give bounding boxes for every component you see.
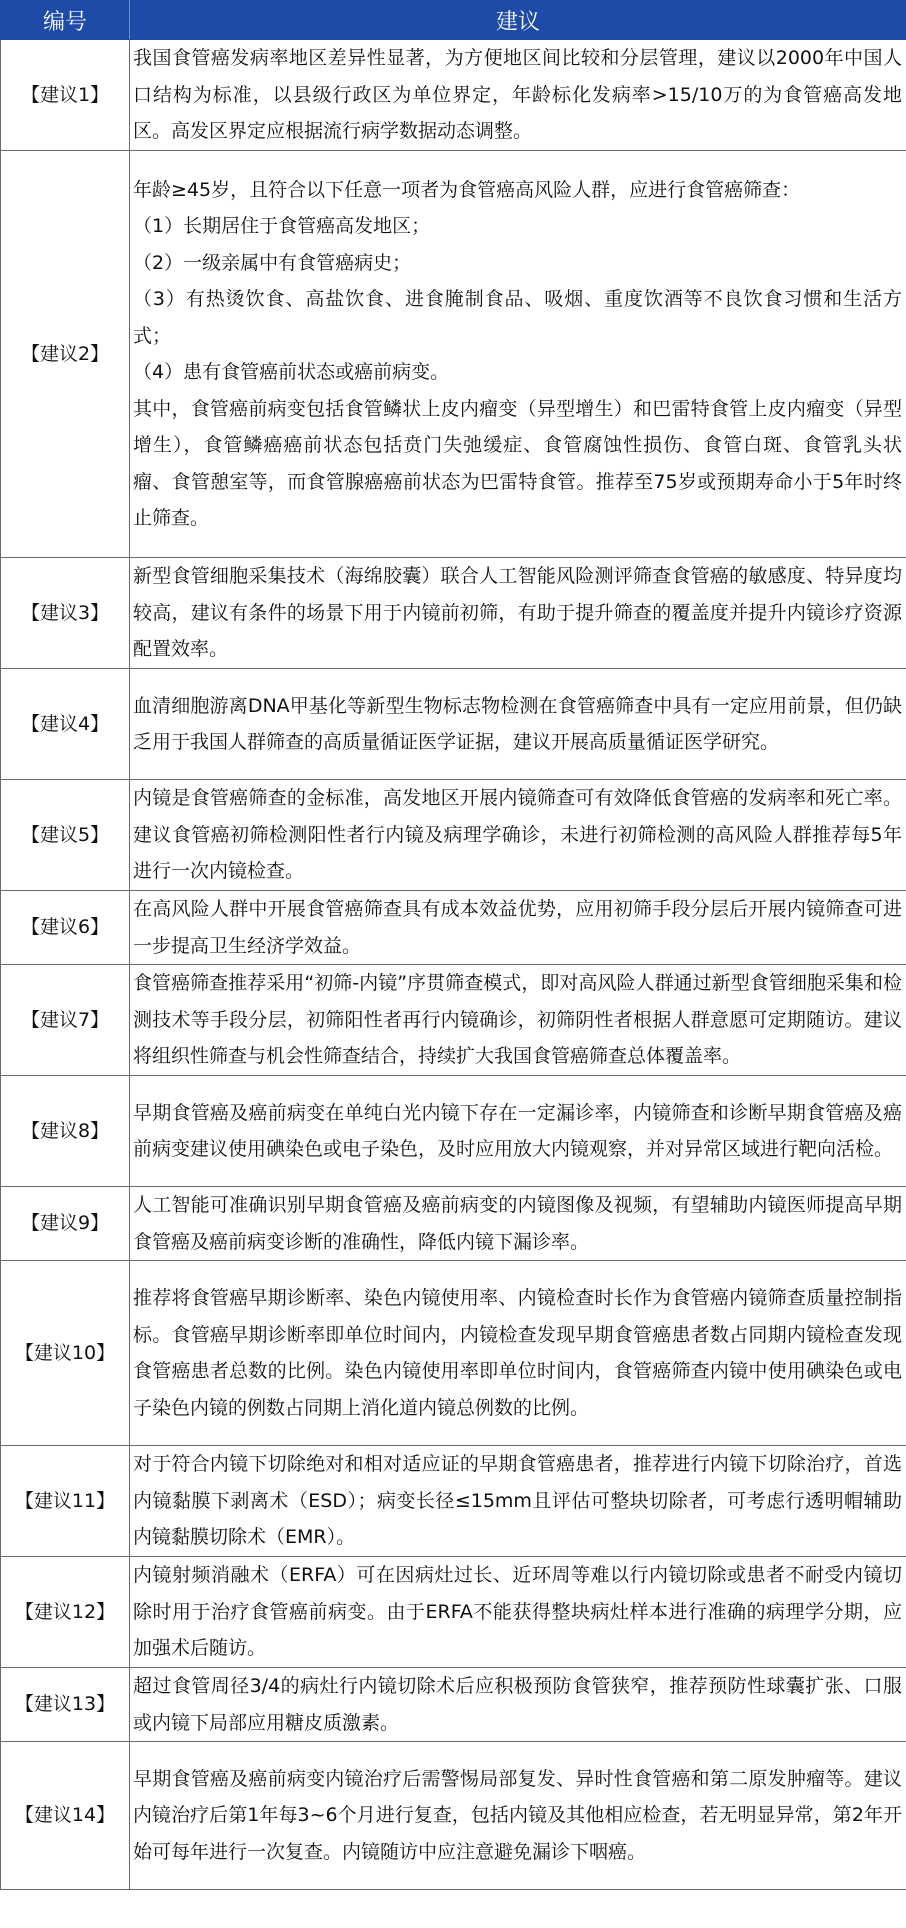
recommendation-paragraph: 我国食管癌发病率地区差异性显著，为方便地区间比较和分层管理，建议以2000年中国人口结构为标准，以县级行政区为单位界定，年龄标化发病率>15/10万的为食管癌高发地区。高发区界定应根据流行病学数据动态调整。 — [133, 47, 902, 143]
recommendation-paragraph: （2）一级亲属中有食管癌病史； — [133, 251, 412, 274]
recommendation-text — [130, 40, 906, 151]
recommendation-id: 【建议2】 — [1, 151, 130, 558]
recommendation-paragraph: 超过食管周径3/4的病灶行内镜切除术后应积极预防食管狭窄，推荐预防性球囊扩张、口服或内镜下局部应用糖皮质激素。 — [133, 1675, 902, 1734]
recommendation-id: 【建议11】 — [1, 1446, 130, 1557]
recommendation-text — [130, 965, 906, 1076]
recommendation-id: 【建议6】 — [1, 891, 130, 965]
table-row — [1, 558, 906, 669]
recommendation-text — [130, 151, 906, 558]
table-row — [1, 669, 906, 780]
recommendation-paragraph: 早期食管癌及癌前病变内镜治疗后需警惕局部复发、异时性食管癌和第二原发肿瘤等。建议内镜治疗后第1年每3~6个月进行复查，包括内镜及其他相应检查，若无明显异常，第2年开始可每年进行一次复查。内镜随访中应注意避免漏诊下咽癌。 — [133, 1767, 902, 1863]
table-row — [1, 965, 906, 1076]
recommendation-id: 【建议10】 — [1, 1261, 130, 1446]
recommendation-id: 【建议5】 — [1, 780, 130, 891]
table-row — [1, 1557, 906, 1668]
header-row — [1, 1, 906, 40]
recommendation-paragraph: 内镜是食管癌筛查的金标准，高发地区开展内镜筛查可有效降低食管癌的发病率和死亡率。建议食管癌初筛检测阳性者行内镜及病理学确诊，未进行初筛检测的高风险人群推荐每5年进行一次内镜检查。 — [133, 787, 902, 883]
table-body — [1, 40, 906, 1890]
recommendation-paragraph: 在高风险人群中开展食管癌筛查具有成本效益优势，应用初筛手段分层后开展内镜筛查可进一步提高卫生经济学效益。 — [133, 898, 902, 957]
table-row — [1, 40, 906, 151]
table-row — [1, 780, 906, 891]
recommendation-id: 【建议13】 — [1, 1668, 130, 1742]
recommendation-paragraph: 其中，食管癌前病变包括食管鳞状上皮内瘤变（异型增生）和巴雷特食管上皮内瘤变（异型增生），食管鳞癌癌前状态包括贲门失弛缓症、食管腐蚀性损伤、食管白斑、食管乳头状瘤、食管憩室等，而食管腺癌癌前状态为巴雷特食管。推荐至75岁或预期寿命小于5年时终止筛查。 — [133, 397, 902, 529]
recommendation-text — [130, 1076, 906, 1187]
recommendation-paragraph: 人工智能可准确识别早期食管癌及癌前病变的内镜图像及视频，有望辅助内镜医师提高早期食管癌及癌前病变诊断的准确性，降低内镜下漏诊率。 — [133, 1194, 902, 1253]
recommendation-paragraph: （1）长期居住于食管癌高发地区； — [133, 215, 431, 237]
table-row — [1, 1446, 906, 1557]
recommendation-id: 【建议3】 — [1, 558, 130, 669]
recommendation-text — [130, 1261, 906, 1446]
recommendation-text — [130, 669, 906, 780]
recommendation-text — [130, 1187, 906, 1261]
recommendation-paragraph: 推荐将食管癌早期诊断率、染色内镜使用率、内镜检查时长作为食管癌内镜筛查质量控制指标。食管癌早期诊断率即单位时间内，内镜检查发现早期食管癌患者数占同期内镜检查发现食管癌患者总数的比例。染色内镜使用率即单位时间内，食管癌筛查内镜中使用碘染色或电子染色内镜的例数占同期上消化道内镜总例数的比例。 — [133, 1287, 902, 1419]
recommendation-id: 【建议7】 — [1, 965, 130, 1076]
recommendation-text — [130, 780, 906, 891]
table-row — [1, 151, 906, 558]
header-id: 编号 — [1, 1, 130, 40]
recommendation-text — [130, 1446, 906, 1557]
recommendation-id: 【建议4】 — [1, 669, 130, 780]
recommendation-paragraph: （4）患有食管癌前状态或癌前病变。 — [133, 361, 450, 383]
table-row — [1, 1668, 906, 1742]
recommendation-text — [130, 1668, 906, 1742]
table-row — [1, 1187, 906, 1261]
recommendation-id: 【建议12】 — [1, 1557, 130, 1668]
table-row — [1, 1742, 906, 1890]
recommendation-paragraph: 食管癌筛查推荐采用“初筛-内镜”序贯筛查模式，即对高风险人群通过新型食管细胞采集和检测技术等手段分层，初筛阳性者再行内镜确诊，初筛阴性者根据人群意愿可定期随访。建议将组织性筛查与机会性筛查结合，持续扩大我国食管癌筛查总体覆盖率。 — [133, 972, 902, 1068]
recommendation-text — [130, 1557, 906, 1668]
recommendation-text — [130, 558, 906, 669]
recommendation-paragraph: 对于符合内镜下切除绝对和相对适应证的早期食管癌患者，推荐进行内镜下切除治疗，首选内镜黏膜下剥离术（ESD）；病变长径≤15mm且评估可整块切除者，可考虑行透明帽辅助内镜黏膜切除术（EMR）。 — [133, 1453, 902, 1549]
table-row — [1, 1076, 906, 1187]
recommendation-text — [130, 891, 906, 965]
recommendation-id: 【建议9】 — [1, 1187, 130, 1261]
table-row — [1, 891, 906, 965]
recommendation-paragraph: （3）有热烫饮食、高盐饮食、进食腌制食品、吸烟、重度饮酒等不良饮食习惯和生活方式； — [133, 288, 902, 347]
recommendation-paragraph: 血清细胞游离DNA甲基化等新型生物标志物检测在食管癌筛查中具有一定应用前景，但仍缺乏用于我国人群筛查的高质量循证医学证据，建议开展高质量循证医学研究。 — [133, 694, 902, 753]
recommendation-paragraph: 年龄≥45岁，且符合以下任意一项者为食管癌高风险人群，应进行食管癌筛查： — [133, 178, 801, 201]
recommendation-text — [130, 1742, 906, 1890]
recommendation-id: 【建议1】 — [1, 40, 130, 151]
recommendation-paragraph: 早期食管癌及癌前病变在单纯白光内镜下存在一定漏诊率，内镜筛查和诊断早期食管癌及癌前病变建议使用碘染色或电子染色，及时应用放大内镜观察，并对异常区域进行靶向活检。 — [133, 1101, 902, 1160]
recommendation-id: 【建议8】 — [1, 1076, 130, 1187]
recommendation-paragraph: 新型食管细胞采集技术（海绵胶囊）联合人工智能风险测评筛查食管癌的敏感度、特异度均较高，建议有条件的场景下用于内镜前初筛，有助于提升筛查的覆盖度并提升内镜诊疗资源配置效率。 — [133, 565, 902, 661]
table-row — [1, 1261, 906, 1446]
recommendation-id: 【建议14】 — [1, 1742, 130, 1890]
recommendation-paragraph: 内镜射频消融术（ERFA）可在因病灶过长、近环周等难以行内镜切除或患者不耐受内镜切除时用于治疗食管癌前病变。由于ERFA不能获得整块病灶样本进行准确的病理学分期，应加强术后随访。 — [133, 1564, 902, 1660]
header-text: 建议 — [130, 1, 906, 40]
